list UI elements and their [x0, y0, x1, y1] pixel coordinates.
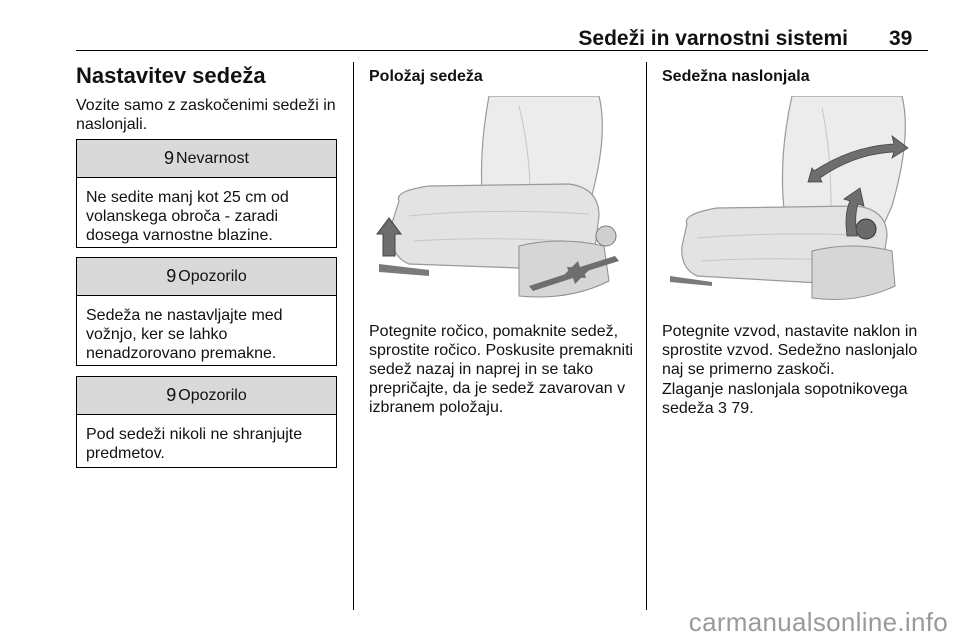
column-divider-left: [353, 62, 354, 610]
warning-box-1: [76, 257, 337, 366]
warning-icon: 9: [166, 385, 177, 405]
warning-text-1: Sedeža ne nastavljajte med vožnjo, ker se lahko nenadzorovano premakne.: [86, 307, 283, 362]
watermark: carmanualsonline.info: [688, 607, 948, 637]
backrest-illustration: [662, 96, 926, 308]
danger-box-header: [77, 140, 336, 178]
warning-icon: 9: [166, 266, 177, 286]
seat-position-text: Potegnite ročico, pomaknite sedež, sprostite ročico. Poskusite premakniti sedež nazaj in naprej in se tako prepričajte, da je sedež zavarovan v izbranem položaju.: [369, 323, 634, 416]
section-title: Nastavitev sedeža: [76, 63, 266, 88]
warning-box-2: [76, 376, 337, 468]
seat-position-title: Položaj sedeža: [369, 68, 483, 85]
backrest-text: Potegnite vzvod, nastavite naklon in sprostite vzvod. Sedežno naslonjalo naj se primerno zaskoči.: [662, 323, 918, 378]
danger-box: [76, 139, 337, 248]
seat-position-illustration: [369, 96, 632, 306]
intro-text: Vozite samo z zaskočenimi sedeži in naslonjali.: [76, 97, 336, 133]
backrest-title: Sedežna naslonjala: [662, 68, 810, 85]
warning-box-2-header: [77, 377, 336, 415]
header-divider: [76, 50, 928, 51]
warning-text-2: Pod sedeži nikoli ne shranjujte predmetov.: [86, 426, 303, 462]
warning-heading-1: Opozorilo: [178, 267, 247, 285]
warning-icon: 9: [164, 148, 175, 168]
page-reference-icon: 3: [718, 400, 727, 417]
danger-text: Ne sedite manj kot 25 cm od volanskega obroča - zaradi dosega varnostne blazine.: [86, 189, 289, 244]
column-divider-right: [646, 62, 647, 610]
warning-box-1-header: [77, 258, 336, 296]
fold-backrest-text: [662, 380, 928, 418]
warning-heading-2: Opozorilo: [178, 386, 247, 404]
header-title: Sedeži in varnostni sistemi: [578, 27, 848, 50]
page-reference-number: 79.: [731, 400, 754, 417]
fold-backrest-label: Zlaganje naslonjala sopotnikovega sedeža: [662, 381, 908, 417]
page-number: 39: [889, 27, 913, 50]
danger-heading: Nevarnost: [176, 149, 249, 167]
